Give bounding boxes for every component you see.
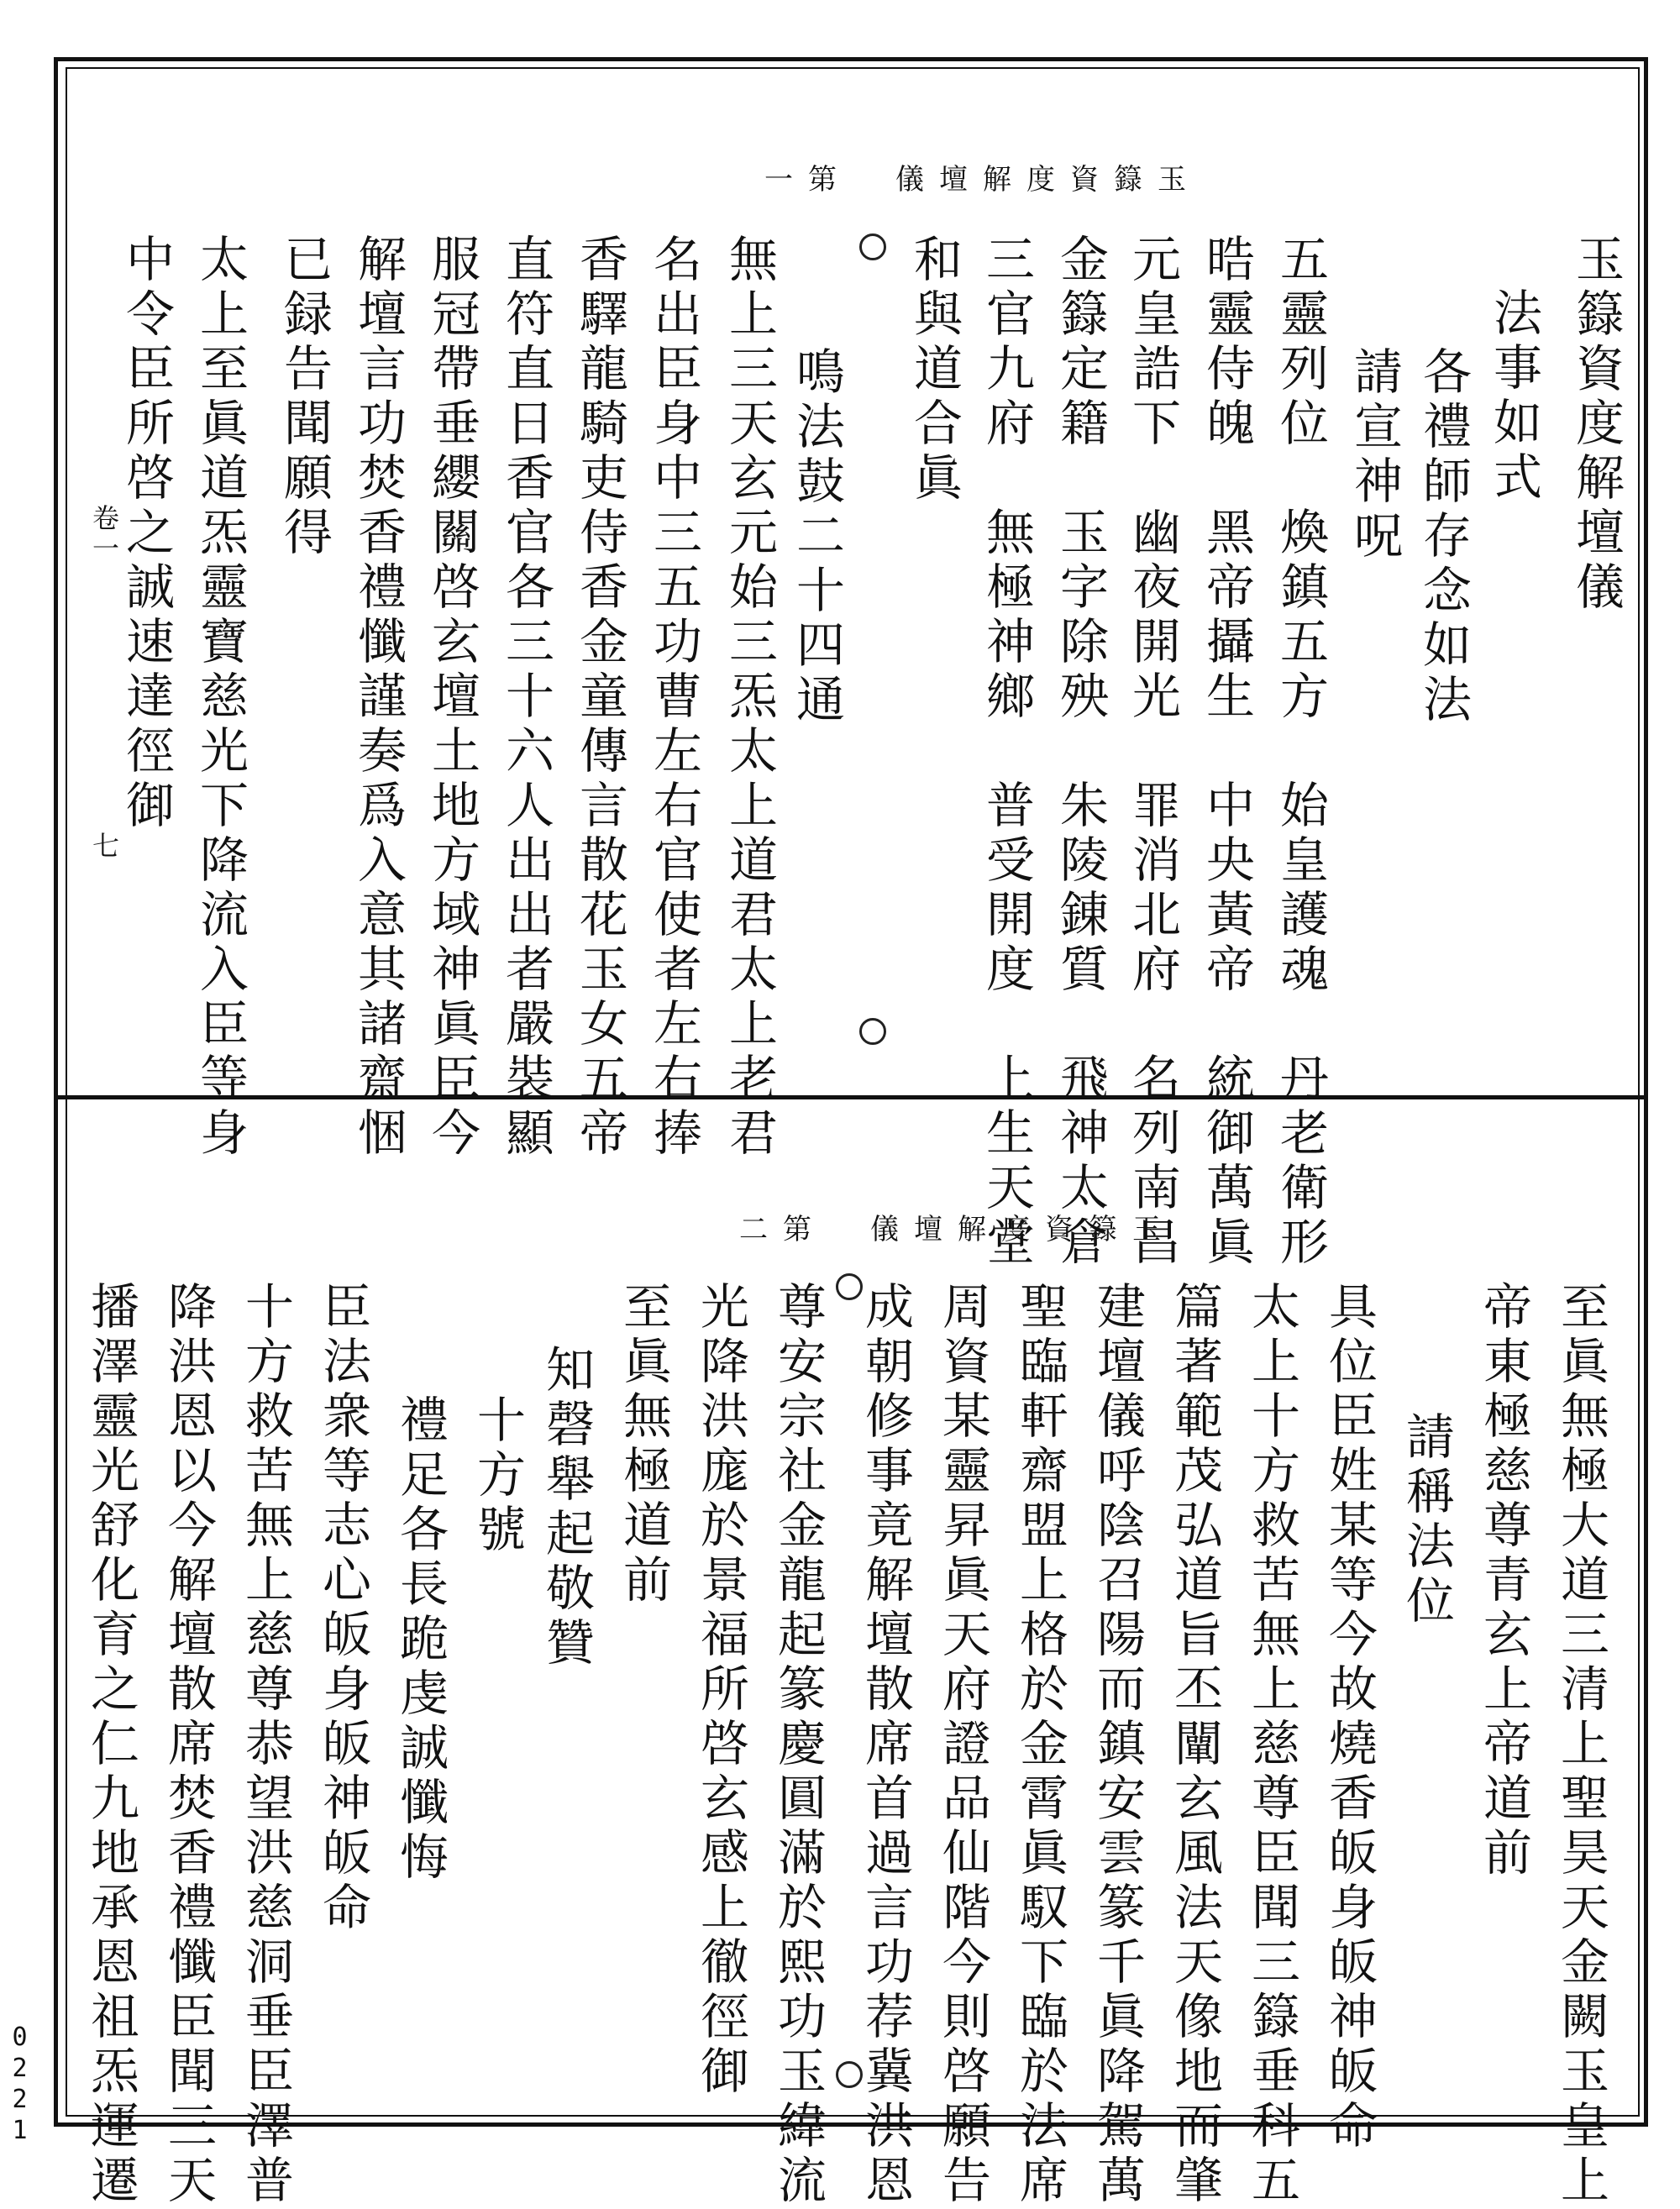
text-column: 播澤靈光舒化育之仁九地承恩祖炁運遷 — [82, 1281, 139, 2209]
text-column: 臣法衆等志心皈身皈神皈命 — [314, 1281, 371, 1936]
page-divider — [54, 1095, 1648, 1099]
text-column: 解壇言功焚香禮懺謹奏爲入意其諸齋悃 — [349, 233, 407, 1162]
text-column: 建壇儀呼陰召陽而鎮安雲篆千眞降駕萬 — [1089, 1281, 1146, 2209]
text-column: 三官九府 無極神鄉 普受開度 上生天堂 — [978, 233, 1035, 1271]
text-column: 降洪恩以今解壇散席焚香禮懺臣聞三天 — [160, 1281, 217, 2209]
leaf-number: 七 — [88, 832, 120, 862]
text-column: 金籙定籍 玉字除殃 朱陵錬質 飛神太倉 — [1052, 233, 1109, 1271]
text-column: 尊安宗社金龍起篆慶圓滿於熙功玉緯流 — [769, 1281, 827, 2209]
text-column: 法事如式 — [1485, 287, 1542, 506]
text-column: 已録告聞願得 — [276, 233, 333, 561]
text-column: 請宣神呪 — [1346, 346, 1403, 564]
binding-hole — [859, 1018, 886, 1045]
binding-hole — [859, 233, 886, 260]
text-column: 各禮師存念如法 — [1415, 346, 1472, 728]
text-column: 至眞無極大道三清上聖昊天金闕玉皇上 — [1552, 1281, 1609, 2209]
text-column: 和與道合眞 — [906, 233, 963, 506]
text-column: 五靈列位 煥鎮五方 始皇護魂 丹老衛形 — [1272, 233, 1329, 1271]
text-column: 成朝修事竟解壇散席首過言功荐冀洪恩 — [857, 1281, 914, 2209]
text-column: 香驛龍騎吏侍香金童傳言散花玉女五帝 — [571, 233, 628, 1162]
text-column: 無上三天玄元始三炁太上道君太上老君 — [721, 233, 778, 1162]
text-column: 具位臣姓某等今故燒香皈身皈神皈命 — [1320, 1281, 1378, 2154]
text-column: 十方號 — [469, 1394, 526, 1558]
text-column: 禮足各長跪虔誠懺悔 — [391, 1394, 449, 1886]
text-column: 太上至眞道炁靈寶慈光下降流入臣等身 — [192, 233, 249, 1162]
text-column: 知磬舉起敬贊 — [538, 1344, 595, 1671]
text-column: 篇著範茂弘道旨丕闡玄風法天像地而肇 — [1166, 1281, 1223, 2209]
text-column: 服冠帶垂纓關啓玄壇土地方域神眞臣今 — [423, 233, 480, 1162]
volume-note: 卷一 — [88, 504, 120, 564]
text-column: 請稱法位 — [1398, 1411, 1455, 1629]
text-column: 中令臣所啓之誠速達徑御 — [118, 233, 175, 834]
text-column: 玉籙資度解壇儀 — [1567, 233, 1625, 616]
text-column: 光降洪庬於景福所啓玄感上徹徑御 — [692, 1281, 749, 2100]
text-column: 周資某靈昇眞天府證品仙階今則啓願告 — [934, 1281, 991, 2209]
text-column: 鳴法鼓二十四通 — [788, 346, 845, 728]
text-column: 晧靈侍魄 黑帝攝生 中央黃帝 統御萬眞 — [1198, 233, 1255, 1271]
bottom-page-header: 玉籙資度解壇儀 第二 — [739, 1213, 1176, 1246]
text-column: 名出臣身中三五功曹左右官使者左右捧 — [645, 233, 702, 1162]
text-column: 聖臨軒齋盟上格於金霄眞馭下臨於法席 — [1011, 1281, 1068, 2209]
text-column: 太上十方救苦無上慈尊臣聞三籙垂科五 — [1243, 1281, 1300, 2209]
page-number: 0221 — [5, 2023, 34, 2147]
text-column: 帝東極慈尊青玄上帝道前 — [1475, 1281, 1532, 1881]
text-column: 元皇誥下 幽夜開光 罪消北府 名列南昌 — [1124, 233, 1181, 1271]
text-column: 至眞無極道前 — [615, 1281, 672, 1608]
text-column: 直符直日香官各三十六人出出者嚴裝顯 — [497, 233, 554, 1162]
top-page-header: 玉籙資度解壇儀 第一 — [764, 163, 1201, 197]
binding-hole — [836, 1273, 863, 1300]
text-column: 十方救苦無上慈尊恭望洪慈洞垂臣澤普 — [237, 1281, 294, 2209]
binding-hole — [836, 2061, 863, 2088]
